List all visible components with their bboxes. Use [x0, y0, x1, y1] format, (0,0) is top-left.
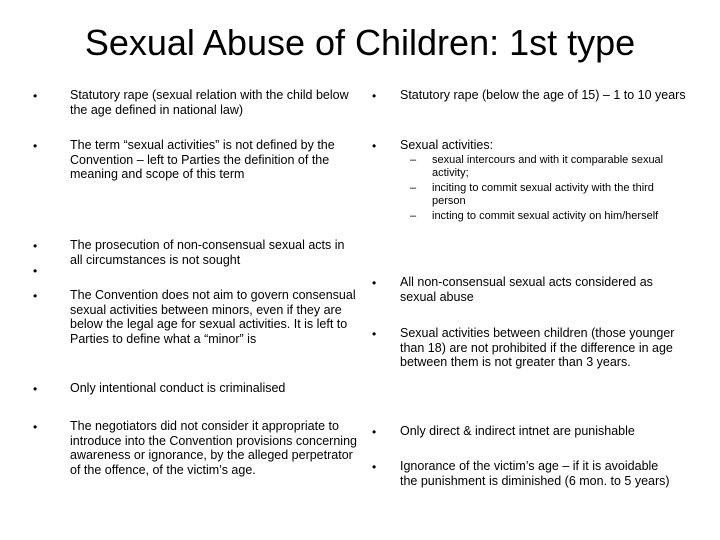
bullet-marker: • — [372, 460, 377, 474]
left-item-statutory-rape: Statutory rape (sexual relation with the child below the age defined in national law) — [70, 88, 349, 117]
right-item-between-children: Sexual activities between children (those younger than 18) are not prohibited if the difference in age between them is not greater than 3 years. — [400, 326, 675, 369]
bullet-marker: • — [33, 264, 38, 278]
right-item-intent: Only direct & indirect intnet are punishable — [400, 424, 635, 438]
bullet-marker: • — [33, 382, 38, 396]
bullet-marker: • — [372, 139, 377, 153]
bullet-marker: • — [372, 327, 377, 341]
dash-marker: – — [410, 210, 417, 222]
left-item-negotiators: The negotiators did not consider it appropriate to introduce into the Convention provisions concerning awareness or ignorance, by the alleged perpetrator of the offence, of the victim’s age. — [70, 419, 357, 477]
left-item-intentional: Only intentional conduct is criminalised — [70, 381, 286, 395]
bullet-marker: • — [33, 239, 38, 253]
bullet-marker: • — [372, 425, 377, 439]
sub-item-inciting-third: inciting to commit sexual activity with the third person — [432, 182, 654, 207]
right-item-sexual-activities: Sexual activities: — [400, 138, 494, 152]
left-item-non-consensual: The prosecution of non-consensual sexual acts in all circumstances is not sought — [70, 238, 345, 267]
right-item-non-consensual: All non-consensual sexual acts considered as sexual abuse — [400, 275, 653, 304]
right-item-ignorance: Ignorance of the victim’s age – if it is avoidable the punishment is diminished (6 mon. to 5 years) — [400, 459, 670, 488]
dash-marker: – — [410, 154, 417, 166]
bullet-marker: • — [372, 276, 377, 290]
left-item-minors: The Convention does not aim to govern consensual sexual activities between minors, even if they are below the legal age for sexual activities. It is left to Parties to define what a “minor” is — [70, 288, 356, 346]
dash-marker: – — [410, 182, 417, 194]
page-title: Sexual Abuse of Children: 1st type — [84, 22, 636, 63]
bullet-marker: • — [33, 289, 38, 303]
bullet-marker: • — [33, 89, 38, 103]
right-item-statutory-rape: Statutory rape (below the age of 15) – 1 to 10 years — [400, 88, 686, 102]
sub-item-inciting-self: incting to commit sexual activity on him/herself — [432, 210, 659, 222]
left-item-sexual-activities-term: The term “sexual activities” is not defined by the Convention – left to Parties the definition of the meaning and scope of this term — [70, 138, 335, 181]
bullet-marker: • — [372, 89, 377, 103]
bullet-marker: • — [33, 139, 38, 153]
sub-item-intercourse: sexual intercours and with it comparable sexual activity; — [432, 154, 664, 179]
bullet-marker: • — [33, 420, 38, 434]
